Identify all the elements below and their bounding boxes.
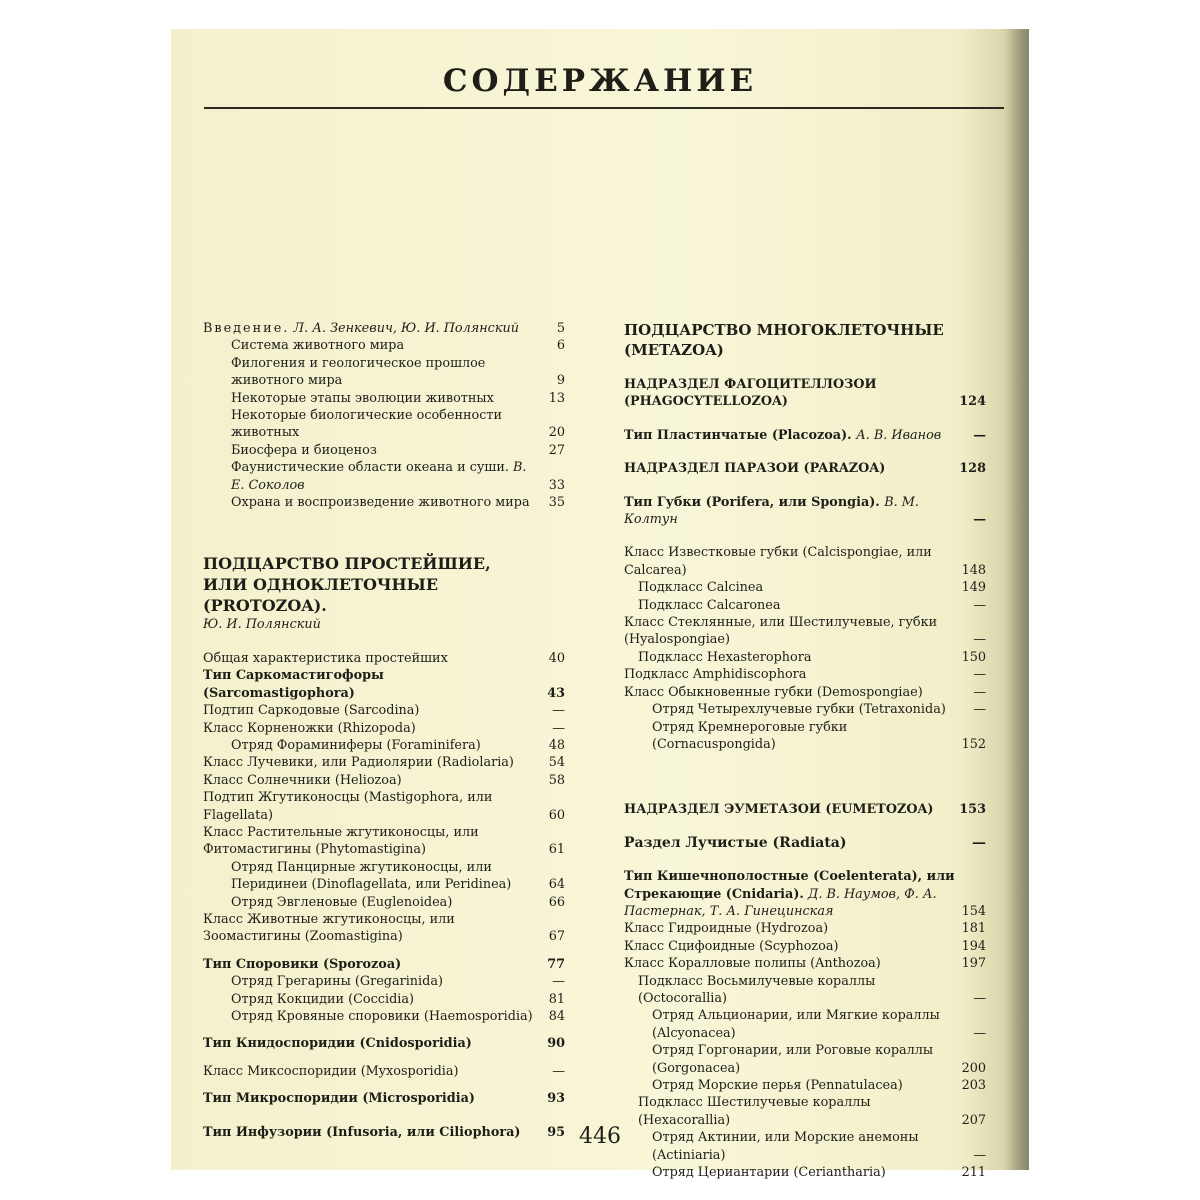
toc-entry [624, 666, 986, 683]
toc-entry-page: 153 [959, 802, 986, 818]
toc-entry-page: 20 [548, 425, 565, 441]
section-heading-protozoa [203, 553, 565, 616]
toc-entry-page: — [973, 684, 986, 700]
toc-entry-page: 149 [961, 580, 986, 596]
toc-entry-text: Биосфера и биоценоз [231, 442, 377, 458]
toc-entry [624, 701, 986, 718]
toc-entry-page: 66 [548, 894, 565, 910]
toc-entry-text: Подкласс Hexasterophora [638, 649, 812, 665]
toc-entry-text: НАДРАЗДЕЛ ФАГОЦИТЕЛЛОЗОИ (PHAGOCYTELLOZOA) [624, 377, 877, 410]
toc-entry-page: — [552, 1063, 565, 1079]
toc-entry-text: Подкласс Восьмилучевые кораллы (Octocorallia) [638, 973, 876, 1006]
toc-right-column [624, 320, 986, 1181]
toc-entry-page: 154 [961, 903, 986, 919]
toc-entry-page: — [973, 667, 986, 683]
toc-entry-page: — [552, 974, 565, 990]
toc-entry [203, 1035, 565, 1052]
toc-entry-page: 61 [548, 842, 565, 858]
toc-entry [624, 973, 986, 1008]
toc-entry [624, 614, 986, 649]
toc-entry-page: — [552, 720, 565, 736]
toc-entry-text: Отряд Кремнероговые губки (Cornacuspongida) [652, 719, 848, 752]
toc-entry-page: — [972, 834, 986, 851]
toc-entry-page: 194 [961, 938, 986, 954]
toc-entry-text: Тип Споровики (Sporozoa) [203, 956, 402, 972]
section-heading-line: ИЛИ ОДНОКЛЕТОЧНЫЕ (PROTOZOA). [203, 575, 439, 616]
toc-entry-page: 43 [547, 685, 565, 701]
toc-entry-text: Тип Саркомастигофоры (Sarcomastigophora) [203, 668, 384, 701]
toc-entry [203, 442, 565, 459]
toc-entry-page: — [973, 427, 986, 443]
toc-entry [624, 1077, 986, 1094]
toc-entry-page: 128 [959, 461, 986, 477]
toc-entry [624, 868, 986, 920]
toc-entry-page: 40 [548, 650, 565, 666]
toc-entry [624, 835, 986, 852]
toc-entry-text: Класс Животные жгутиконосцы, или Зоомастигины (Zoomastigina) [203, 911, 455, 945]
toc-entry-page: 203 [961, 1078, 986, 1093]
toc-entry-text: Класс Обыкновенные губки (Demospongiae) [624, 684, 923, 700]
toc-entry [624, 684, 986, 701]
section-heading-line: ПОДЦАРСТВО ПРОСТЕЙШИЕ, [203, 554, 491, 574]
toc-entry-page: — [552, 703, 565, 719]
toc-entry [624, 597, 986, 614]
toc-entry [624, 544, 986, 579]
toc-entry-page: 181 [961, 921, 986, 937]
toc-entry [624, 955, 986, 972]
toc-entry [203, 894, 565, 911]
toc-entry [203, 973, 565, 990]
toc-entry-text: Тип Инфузории (Infusoria, или Ciliophora) [203, 1124, 521, 1140]
toc-entry-text: Раздел Лучистые (Radiata) [624, 834, 847, 851]
toc-entry [203, 789, 565, 824]
toc-entry-page: — [973, 632, 986, 648]
toc-entry-text: Отряд Эвгленовые (Euglenoidea) [231, 894, 453, 910]
toc-entry-author: В. М. Колтун [624, 494, 919, 528]
toc-entry [624, 920, 986, 937]
toc-entry-page: 81 [548, 991, 565, 1007]
toc-entry-author: Л. А. Зенкевич, Ю. И. Полянский [293, 321, 519, 336]
toc-left-column [203, 320, 565, 1141]
section-heading-metazoa: ПОДЦАРСТВО МНОГОКЛЕТОЧНЫЕ (METAZOA) [624, 321, 944, 359]
toc-entry-text: Класс Гидроидные (Hydrozoa) [624, 921, 829, 937]
toc-entry-text: Тип Книдоспоридии (Cnidosporidia) [203, 1036, 472, 1052]
toc-entry-text: Отряд Актинии, или Морские анемоны (Actiniaria) [652, 1130, 919, 1163]
toc-entry-text: Некоторые этапы эволюции животных [231, 390, 494, 406]
page-title: СОДЕРЖАНИЕ [442, 63, 758, 99]
toc-entry-page: 148 [961, 562, 986, 578]
toc-entry [624, 376, 986, 411]
toc-entry-text: Отряд Горгонарии, или Роговые кораллы (Gorgonacea) [652, 1043, 934, 1076]
toc-entry [624, 1007, 986, 1042]
toc-entry-text: Отряд Морские перья (Pennatulacea) [652, 1078, 903, 1093]
toc-entry-page: 77 [547, 956, 565, 972]
toc-entry [203, 754, 565, 771]
toc-entry-text: Некоторые биологические особенности животных [231, 408, 503, 441]
toc-entry-page: — [973, 702, 986, 718]
toc-entry [203, 702, 565, 719]
toc-entry [203, 911, 565, 946]
toc-entry-page: 35 [548, 495, 565, 511]
toc-entry-text: Класс Стеклянные, или Шестилучевые, губки (Hyalospongiae) [624, 615, 938, 648]
toc-entry-page: 64 [548, 877, 565, 893]
toc-entry-text: НАДРАЗДЕЛ ЭУМЕТАЗОИ (EUMETOZOA) [624, 802, 934, 818]
toc-entry [203, 667, 565, 702]
toc-entry-page: 197 [961, 956, 986, 972]
toc-entry-text: Филогения и геологическое прошлое животного мира [231, 355, 486, 389]
toc-entry-text: Подкласс Шестилучевые кораллы (Hexacorallia) [638, 1095, 871, 1128]
book-page [171, 29, 1029, 1181]
toc-entry-page: 211 [961, 1165, 986, 1181]
toc-entry-page: 93 [547, 1091, 565, 1107]
toc-entry [203, 956, 565, 973]
toc-entry-page: 207 [961, 1112, 986, 1128]
toc-entry-text: Фаунистические области океана и суши. [231, 460, 509, 476]
toc-entry-page: 90 [547, 1036, 565, 1052]
toc-entry-page: 60 [548, 807, 565, 823]
page-gutter-shadow [1007, 29, 1029, 1170]
toc-entry-page: 33 [548, 477, 565, 493]
toc-entry-page: 124 [959, 394, 986, 410]
toc-entry-text: Отряд Кровяные споровики (Haemosporidia) [231, 1009, 533, 1024]
toc-entry-text: Отряд Цериантарии (Ceriantharia) [652, 1165, 886, 1181]
toc-entry [203, 859, 565, 894]
toc-entry-page: — [973, 990, 986, 1006]
toc-entry-text: Отряд Альционарии, или Мягкие кораллы (Alcyonacea) [652, 1008, 940, 1041]
toc-entry-text: Система животного мира [231, 338, 405, 354]
toc-entry-author: Д. В. Наумов, Ф. А. Пастернак, Т. А. Гинецинская [624, 886, 937, 919]
toc-entry-text: Отряд Панцирные жгутиконосцы, или Перидинеи (Dinoflagellata, или Peridinea) [231, 859, 512, 893]
toc-entry-text: НАДРАЗДЕЛ ПАРАЗОИ (PARAZOA) [624, 461, 886, 477]
toc-entry [624, 719, 986, 754]
toc-entry-text: Класс Лучевики, или Радиолярии (Radiolaria) [203, 755, 514, 771]
toc-entry-text: Отряд Четырехлучевые губки (Tetraxonida) [652, 702, 946, 718]
toc-entry-author: В. Е. Соколов [231, 460, 527, 493]
toc-entry-page: 13 [548, 390, 565, 406]
toc-entry [203, 772, 565, 789]
toc-entry-page: 5 [556, 321, 565, 336]
toc-entry [203, 1090, 565, 1107]
toc-entry [624, 801, 986, 818]
toc-entry [203, 459, 565, 494]
toc-entry-text: Класс Коралловые полипы (Anthozoa) [624, 956, 881, 972]
toc-entry-text: Отряд Фораминиферы (Foraminifera) [231, 737, 481, 753]
toc-entry-page: 58 [548, 772, 565, 788]
toc-entry-text: Тип Кишечнополостные (Coelenterata), или Стрекающие (Cnidaria). [624, 869, 955, 902]
toc-entry [624, 1042, 986, 1077]
toc-entry [203, 1063, 565, 1080]
page-number: 446 [579, 1124, 621, 1149]
toc-entry [624, 427, 986, 444]
toc-entry [203, 320, 565, 337]
toc-entry-page: — [973, 1025, 986, 1041]
toc-entry-text: Отряд Грегарины (Gregarinida) [231, 974, 443, 990]
toc-entry-author: А. В. Иванов [856, 427, 942, 443]
toc-entry-text: Подтип Саркодовые (Sarcodina) [203, 703, 420, 719]
toc-entry-page: 27 [548, 442, 565, 458]
toc-entry-page: 6 [556, 338, 565, 354]
toc-entry-text: Охрана и воспроизведение животного мира [231, 495, 530, 511]
section-author: Ю. И. Полянский [203, 617, 321, 633]
toc-entry [203, 407, 565, 442]
toc-entry [624, 1164, 986, 1181]
toc-entry-page: 200 [961, 1060, 986, 1076]
toc-entry [203, 824, 565, 859]
toc-entry-text: Тип Микроспоридии (Microsporidia) [203, 1091, 475, 1107]
toc-entry-page: 152 [961, 736, 986, 752]
toc-entry-text: Подкласс Amphidiscophora [624, 667, 807, 683]
toc-entry-text: Введение. [203, 321, 290, 336]
toc-entry-text: Подкласс Calcinea [638, 580, 764, 596]
toc-entry [203, 720, 565, 737]
toc-entry [624, 938, 986, 955]
toc-entry-text: Класс Солнечники (Heliozoa) [203, 772, 402, 788]
toc-entry [203, 494, 565, 511]
toc-entry-text: Подтип Жгутиконосцы (Mastigophora, или Flagellata) [203, 790, 493, 823]
toc-entry-text: Класс Известковые губки (Calcispongiae, или Calcarea) [624, 545, 932, 578]
toc-entry-page: 150 [961, 649, 986, 665]
toc-entry-text: Подкласс Calcaronea [638, 597, 781, 613]
toc-entry [203, 337, 565, 354]
toc-entry [203, 390, 565, 407]
toc-entry [203, 1008, 565, 1025]
toc-entry-page: 54 [548, 755, 565, 771]
toc-entry [624, 579, 986, 596]
toc-entry-page: 9 [556, 373, 565, 389]
toc-entry [203, 991, 565, 1008]
toc-entry-page: 48 [548, 737, 565, 753]
toc-entry-page: 84 [548, 1009, 565, 1024]
toc-entry [203, 737, 565, 754]
toc-entry-text: Тип Губки (Porifera, или Spongia). [624, 494, 880, 510]
toc-entry-text: Класс Растительные жгутиконосцы, или Фитомастигины (Phytomastigina) [203, 824, 479, 858]
toc-entry [624, 649, 986, 666]
toc-entry-page: — [973, 512, 986, 528]
title-rule [204, 107, 1004, 109]
toc-entry-text: Класс Корненожки (Rhizopoda) [203, 720, 416, 736]
toc-entry [203, 355, 565, 390]
toc-entry-page: 95 [547, 1124, 565, 1140]
toc-entry-text: Класс Миксоспоридии (Myxosporidia) [203, 1063, 459, 1079]
toc-entry-page: — [973, 597, 986, 613]
toc-entry-text: Класс Сцифоидные (Scyphozoa) [624, 938, 839, 954]
toc-entry-text: Общая характеристика простейших [203, 650, 448, 666]
toc-entry-text: Отряд Кокцидии (Coccidia) [231, 991, 414, 1007]
toc-entry [624, 494, 986, 529]
toc-entry-page: — [973, 1147, 986, 1163]
toc-entry [624, 460, 986, 477]
toc-entry-text: Тип Пластинчатые (Placozoa). [624, 427, 852, 443]
toc-entry-page: 67 [548, 929, 565, 945]
toc-entry [203, 650, 565, 667]
